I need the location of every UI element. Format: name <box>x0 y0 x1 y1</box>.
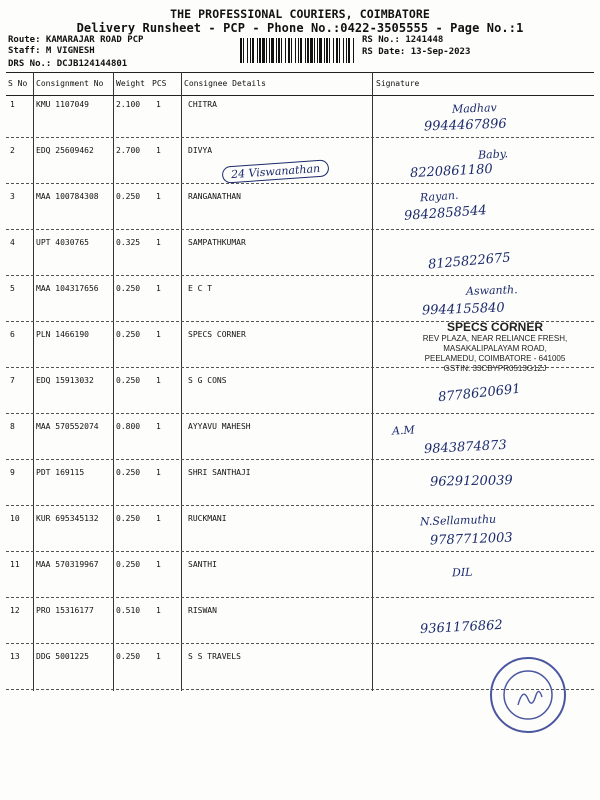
row-separator <box>6 413 594 414</box>
serial-number: 13 <box>10 652 20 661</box>
row-separator <box>6 643 594 644</box>
consignee-name: SPECS CORNER <box>188 330 246 339</box>
pcs-count: 1 <box>156 146 161 155</box>
signature-phone: 9361176862 <box>419 617 504 638</box>
route-label: Route: KAMARAJAR ROAD PCP <box>8 35 144 45</box>
col-sno: S No <box>8 79 28 88</box>
consignee-name: S S TRAVELS <box>188 652 241 661</box>
pcs-count: 1 <box>156 652 161 661</box>
serial-number: 6 <box>10 330 15 339</box>
serial-number: 10 <box>10 514 20 523</box>
stamp-business-name: SPECS CORNER <box>446 320 544 334</box>
consignment-number: KUR 695345132 <box>36 514 99 523</box>
signature-name: A.M <box>391 423 416 438</box>
serial-number: 12 <box>10 606 20 615</box>
row-separator <box>6 275 594 276</box>
pcs-count: 1 <box>156 238 161 247</box>
consignment-number: PDT 169115 <box>36 468 85 477</box>
consignee-name: S G CONS <box>188 376 227 385</box>
table-row <box>0 462 600 508</box>
signature-phone: 9787712003 <box>429 530 513 549</box>
rs-date: RS Date: 13-Sep-2023 <box>362 47 471 57</box>
signature-name: Baby. <box>477 147 509 162</box>
pcs-count: 1 <box>156 514 161 523</box>
weight-value: 0.250 <box>116 560 141 569</box>
serial-number: 8 <box>10 422 15 431</box>
weight-value: 0.250 <box>116 330 141 339</box>
consignment-number: UPT 4030765 <box>36 238 89 247</box>
pcs-count: 1 <box>156 376 161 385</box>
pcs-count: 1 <box>156 192 161 201</box>
weight-value: 2.700 <box>116 146 141 155</box>
col-weight: Weight <box>116 79 145 88</box>
col-pcs: PCS <box>152 79 167 88</box>
pcs-count: 1 <box>156 100 161 109</box>
consignment-number: DDG 5001225 <box>36 652 89 661</box>
weight-value: 0.800 <box>116 422 141 431</box>
signature-phone: 8220861180 <box>409 161 494 182</box>
row-separator <box>6 229 594 230</box>
pcs-count: 1 <box>156 468 161 477</box>
stamp-address-line: REV PLAZA, NEAR RELIANCE FRESH, <box>422 334 568 343</box>
consignment-number: MAA 570319967 <box>36 560 99 569</box>
row-separator <box>6 597 594 598</box>
row-separator <box>6 137 594 138</box>
table-row <box>0 94 600 140</box>
weight-value: 0.250 <box>116 514 141 523</box>
weight-value: 0.250 <box>116 376 141 385</box>
consignee-name: E C T <box>188 284 213 293</box>
signature-name: Madhav <box>451 101 497 116</box>
weight-value: 0.250 <box>116 284 141 293</box>
consignee-name: SANTHI <box>188 560 217 569</box>
signature-phone: 9629120039 <box>429 473 513 490</box>
consignee-name: SHRI SANTHAJI <box>188 468 251 477</box>
table-row <box>0 600 600 646</box>
consignment-number: MAA 570552074 <box>36 422 99 431</box>
pcs-count: 1 <box>156 422 161 431</box>
weight-value: 2.100 <box>116 100 141 109</box>
stamp-address-line: PEELAMEDU, COIMBATORE - 641005 <box>424 354 566 363</box>
row-separator <box>6 183 594 184</box>
table-row <box>0 278 600 324</box>
pcs-count: 1 <box>156 330 161 339</box>
table-row <box>0 508 600 554</box>
consignment-number: EDQ 25609462 <box>36 146 94 155</box>
consignment-number: PRO 15316177 <box>36 606 94 615</box>
specs-corner-stamp <box>395 320 595 374</box>
signature-phone: 9944467896 <box>423 116 507 135</box>
rs-number: RS No.: 1241448 <box>362 35 444 45</box>
barcode <box>240 38 355 63</box>
signature-name: DIL <box>451 565 473 580</box>
ss-travels-round-stamp <box>488 655 568 735</box>
signature-phone: 8778620691 <box>437 381 522 406</box>
stamp-gstin: GSTIN: 33CBYPR0513G1ZJ <box>443 364 547 373</box>
weight-value: 0.325 <box>116 238 141 247</box>
pcs-count: 1 <box>156 284 161 293</box>
table-row <box>0 416 600 462</box>
stamp-address-line: MASAKALIPALAYAM ROAD, <box>443 344 547 353</box>
row-separator <box>6 459 594 460</box>
weight-value: 0.510 <box>116 606 141 615</box>
row-separator <box>6 505 594 506</box>
serial-number: 9 <box>10 468 15 477</box>
serial-number: 11 <box>10 560 20 569</box>
signature-name: Rayan. <box>419 188 459 205</box>
table-row <box>0 232 600 278</box>
consignment-number: MAA 104317656 <box>36 284 99 293</box>
pcs-count: 1 <box>156 606 161 615</box>
weight-value: 0.250 <box>116 468 141 477</box>
consignee-name: RANGANATHAN <box>188 192 241 201</box>
table-row <box>0 370 600 416</box>
signature-phone: 8125822675 <box>427 250 512 273</box>
consignee-name: CHITRA <box>188 100 217 109</box>
consignment-number: PLN 1466190 <box>36 330 89 339</box>
consignment-number: EDQ 15913032 <box>36 376 94 385</box>
table-header <box>6 72 594 96</box>
consignee-name: SAMPATHKUMAR <box>188 238 246 247</box>
col-consignee: Consignee Details <box>184 79 266 88</box>
serial-number: 3 <box>10 192 15 201</box>
signature-phone: 9944155840 <box>421 300 505 319</box>
consignee-name: RUCKMANI <box>188 514 227 523</box>
drs-number: DRS No.: DCJB124144801 <box>8 59 128 69</box>
consignee-name: AYYAVU MAHESH <box>188 422 251 431</box>
serial-number: 7 <box>10 376 15 385</box>
table-row <box>0 554 600 600</box>
serial-number: 4 <box>10 238 15 247</box>
handwritten-address-note: 24 Viswanathan <box>222 159 330 183</box>
runsheet-subtitle: Delivery Runsheet - PCP - Phone No.:0422-3505555 - Page No.:1 <box>76 21 524 35</box>
signature-name: Aswanth. <box>465 283 518 298</box>
col-consignment: Consignment No <box>36 79 104 88</box>
serial-number: 2 <box>10 146 15 155</box>
staff-label: Staff: M VIGNESH <box>8 46 95 56</box>
col-signature: Signature <box>376 79 420 88</box>
weight-value: 0.250 <box>116 192 141 201</box>
table-row <box>0 186 600 232</box>
consignee-name: RISWAN <box>188 606 217 615</box>
signature-phone: 9842858544 <box>403 203 488 224</box>
signature-phone: 9843874873 <box>423 437 508 458</box>
serial-number: 5 <box>10 284 15 293</box>
consignment-number: KMU 1107049 <box>36 100 89 109</box>
company-title: THE PROFESSIONAL COURIERS, COIMBATORE <box>170 7 430 21</box>
serial-number: 1 <box>10 100 15 109</box>
signature-name: N.Sellamuthu <box>419 512 497 529</box>
weight-value: 0.250 <box>116 652 141 661</box>
row-separator <box>6 551 594 552</box>
consignee-name: DIVYA <box>188 146 213 155</box>
consignment-number: MAA 100784308 <box>36 192 99 201</box>
pcs-count: 1 <box>156 560 161 569</box>
